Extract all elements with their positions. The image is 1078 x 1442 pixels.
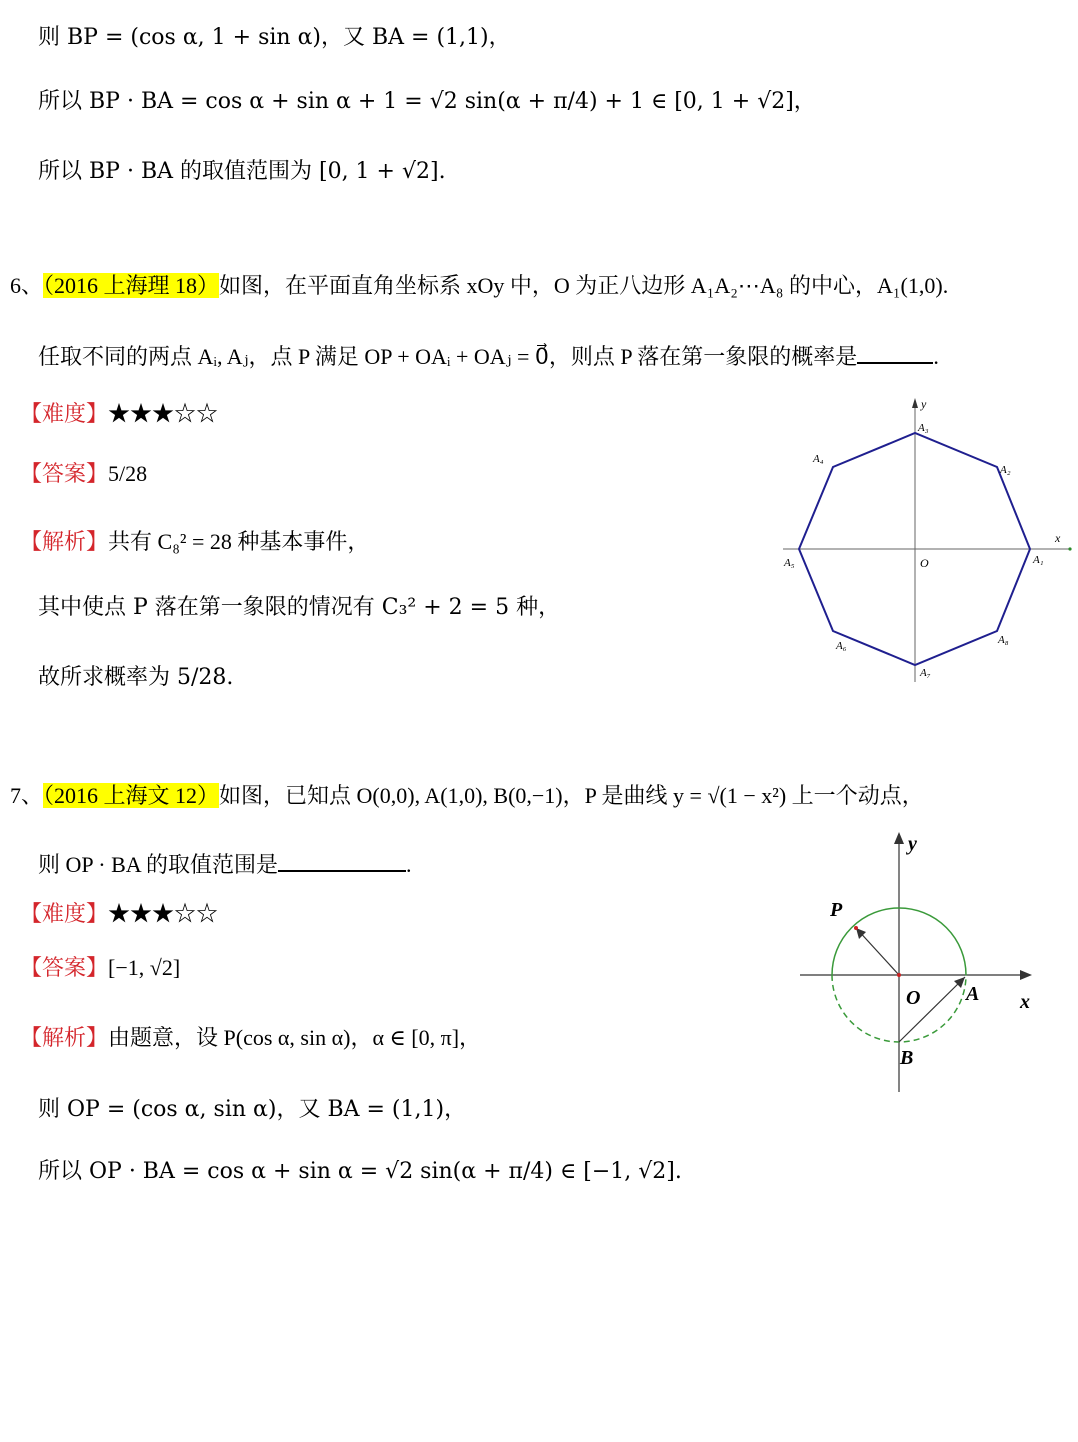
top-line-3: 所以 BP · BA 的取值范围为 [0, 1 + √2]. — [38, 159, 446, 184]
q6-origin-label: O — [920, 556, 929, 570]
q6-stem-1: 如图，在平面直角坐标系 xOy 中，O 为正八边形 A₁A₂⋯A₈ 的中心，A₁(1,0). — [219, 273, 949, 298]
q6-difficulty-stars: ★★★☆☆ — [108, 401, 219, 426]
q7-answer-blank — [278, 846, 406, 872]
q6-analysis-text-1: 共有 C₈² = 28 种基本事件， — [108, 529, 370, 554]
q7-analysis-1 — [20, 1022, 481, 1055]
q7-analysis-3: 所以 OP · BA = cos α + sin α = √2 sin(α + π/4) ∈ [−1, √2]. — [38, 1159, 682, 1184]
q7-source: （2016 上海文 12） — [43, 783, 220, 808]
q7-stem-line-2 — [38, 846, 411, 882]
q6-axis-y-label: y — [921, 397, 927, 411]
top-line-1: 则 BP = (cos α, 1 + sin α)，又 BA = (1,1)， — [38, 25, 511, 50]
q7-x-arrow — [1020, 970, 1032, 980]
q6-answer-value: 5/28 — [108, 461, 148, 486]
q6-label-a1: A₁ — [1033, 554, 1044, 566]
q6-label-a8: A₈ — [998, 634, 1009, 646]
q7-label-a: A — [966, 983, 980, 1005]
q7-stem-1: 如图，已知点 O(0,0), A(1,0), B(0,−1)，P 是曲线 y = √(1 − x²) 上一个动点， — [219, 783, 924, 808]
q7-label-o: O — [906, 987, 921, 1009]
q6-source: （2016 上海理 18） — [43, 273, 220, 298]
q6-difficulty — [20, 398, 218, 431]
q6-x-end-dot — [1068, 547, 1071, 550]
top-line-2: 所以 BP · BA = cos α + sin α + 1 = √2 sin(α + π/4) + 1 ∈ [0, 1 + √2]， — [38, 89, 816, 114]
q6-label-a3: A₃ — [918, 422, 929, 434]
q6-analysis-1 — [20, 526, 369, 559]
q6-y-arrow — [912, 398, 918, 408]
q7-axis-x-label: x — [1020, 991, 1030, 1013]
q7-answer-value: [−1, √2] — [108, 955, 181, 980]
q6-label-a6: A₆ — [836, 640, 847, 652]
q7-label-p: P — [830, 899, 843, 921]
q7-label-b: B — [900, 1047, 914, 1069]
q6-number: 6、 — [10, 273, 44, 298]
q7-circle-figure — [790, 826, 1060, 1096]
q6-analysis-label: 【解析】 — [20, 529, 109, 554]
q7-stem-line-1 — [10, 780, 924, 813]
q6-label-a5: A₅ — [784, 557, 795, 569]
q6-answer-blank — [857, 338, 933, 364]
q7-y-arrow — [894, 832, 904, 844]
q6-label-a4: A₄ — [813, 453, 824, 465]
q7-axis-y-label: y — [908, 833, 917, 855]
q6-stem-line-1 — [10, 270, 948, 303]
q6-stem-line-2 — [38, 338, 939, 374]
q7-answer — [20, 952, 180, 985]
q7-difficulty-stars: ★★★☆☆ — [108, 901, 219, 926]
q7-stem-2-end: . — [405, 852, 412, 877]
q6-label-a7: A₇ — [920, 667, 931, 679]
q6-answer — [20, 458, 147, 491]
q7-analysis-text-1: 由题意，设 P(cos α, sin α)，α ∈ [0, π]， — [108, 1025, 482, 1050]
q7-analysis-label: 【解析】 — [20, 1025, 109, 1050]
q7-point-o — [897, 973, 901, 977]
q6-answer-label: 【答案】 — [20, 461, 109, 486]
q6-analysis-3: 故所求概率为 5/28. — [38, 665, 234, 690]
q7-difficulty-label: 【难度】 — [20, 901, 109, 926]
q6-stem-2-end: . — [933, 344, 939, 369]
q6-stem-2: 任取不同的两点 Aᵢ, Aⱼ，点 P 满足 OP + OAᵢ + OAⱼ = 0⃗，则点 P 落在第一象限的概率是 — [38, 344, 858, 369]
q7-stem-2: 则 OP · BA 的取值范围是 — [38, 852, 278, 877]
q7-difficulty — [20, 898, 218, 931]
q6-analysis-2: 其中使点 P 落在第一象限的情况有 C₃² + 2 = 5 种， — [38, 595, 561, 620]
q6-axis-x-label: x — [1055, 531, 1061, 545]
q7-point-p — [854, 926, 858, 930]
q6-octagon-figure — [778, 392, 1078, 692]
q6-label-a2: A₂ — [1000, 464, 1011, 476]
q6-difficulty-label: 【难度】 — [20, 401, 109, 426]
q7-answer-label: 【答案】 — [20, 955, 109, 980]
q7-analysis-2: 则 OP = (cos α, sin α)，又 BA = (1,1)， — [38, 1097, 467, 1122]
q7-number: 7、 — [10, 783, 44, 808]
